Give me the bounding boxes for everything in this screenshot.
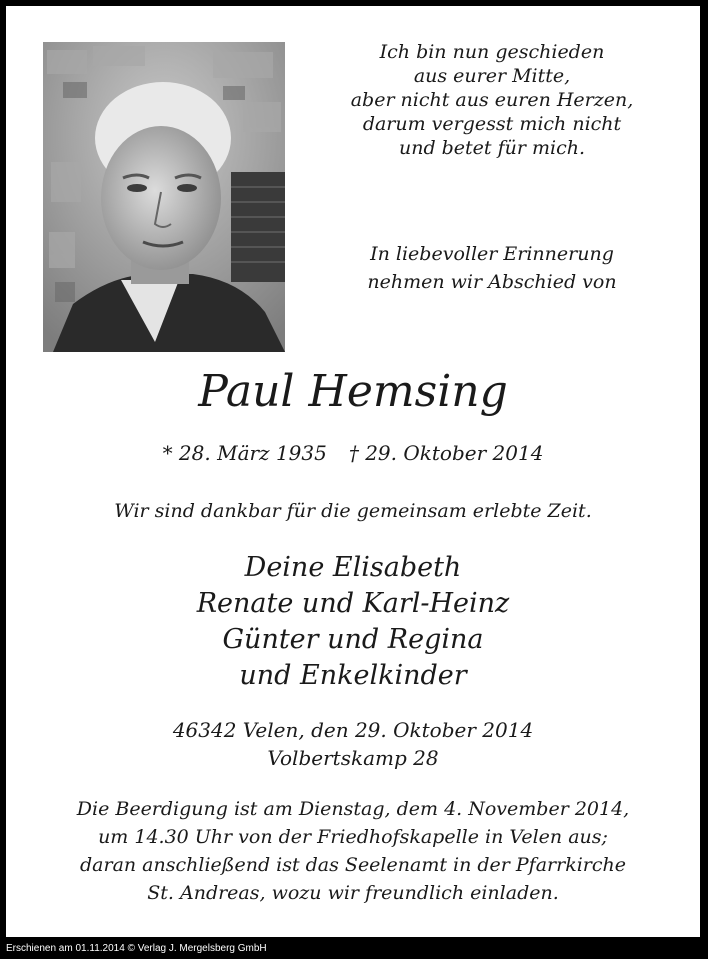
memory-line: nehmen wir Abschied von bbox=[367, 271, 617, 293]
deceased-name: Paul Hemsing bbox=[198, 366, 508, 417]
place-and-address bbox=[6, 716, 700, 772]
funeral-line: um 14.30 Uhr von der Friedhofskapelle in Velen aus; bbox=[98, 826, 608, 848]
family-line: Renate und Karl-Heinz bbox=[196, 588, 510, 619]
funeral-details bbox=[6, 795, 700, 907]
poem-line: aber nicht aus euren Herzen, bbox=[350, 89, 634, 111]
thanks-line: Wir sind dankbar für die gemeinsam erlebte Zeit. bbox=[114, 500, 592, 522]
obituary-notice bbox=[6, 6, 700, 937]
birth-symbol: * bbox=[162, 441, 173, 465]
funeral-line: Die Beerdigung ist am Dienstag, dem 4. November 2014, bbox=[76, 798, 630, 820]
portrait-image bbox=[43, 42, 285, 352]
birth-date: 28. März 1935 bbox=[178, 441, 327, 465]
poem-line: und betet für mich. bbox=[398, 137, 586, 159]
family-line: Deine Elisabeth bbox=[244, 552, 462, 583]
poem-line: darum vergesst mich nicht bbox=[362, 113, 622, 135]
poem-line: aus eurer Mitte, bbox=[413, 65, 571, 87]
death-symbol: † bbox=[348, 441, 359, 465]
funeral-line: daran anschließend ist das Seelenamt in der Pfarrkirche bbox=[80, 854, 626, 876]
street-address: Volbertskamp 28 bbox=[267, 746, 439, 770]
memory-phrase bbox=[306, 240, 678, 296]
poem-line: Ich bin nun geschieden bbox=[379, 41, 605, 63]
publication-footer: Erschienen am 01.11.2014 © Verlag J. Mergelsberg GmbH bbox=[6, 943, 267, 954]
family-line: und Enkelkinder bbox=[239, 660, 467, 691]
family-line: Günter und Regina bbox=[222, 624, 484, 655]
city-date: 46342 Velen, den 29. Oktober 2014 bbox=[172, 718, 534, 742]
poem-verse bbox=[306, 40, 678, 160]
family-mourners bbox=[6, 550, 700, 694]
funeral-line: St. Andreas, wozu wir freundlich einladen. bbox=[147, 882, 559, 904]
memory-line: In liebevoller Erinnerung bbox=[370, 243, 614, 265]
portrait-photo bbox=[43, 42, 285, 352]
death-date: 29. Oktober 2014 bbox=[365, 441, 544, 465]
life-dates bbox=[6, 440, 700, 466]
